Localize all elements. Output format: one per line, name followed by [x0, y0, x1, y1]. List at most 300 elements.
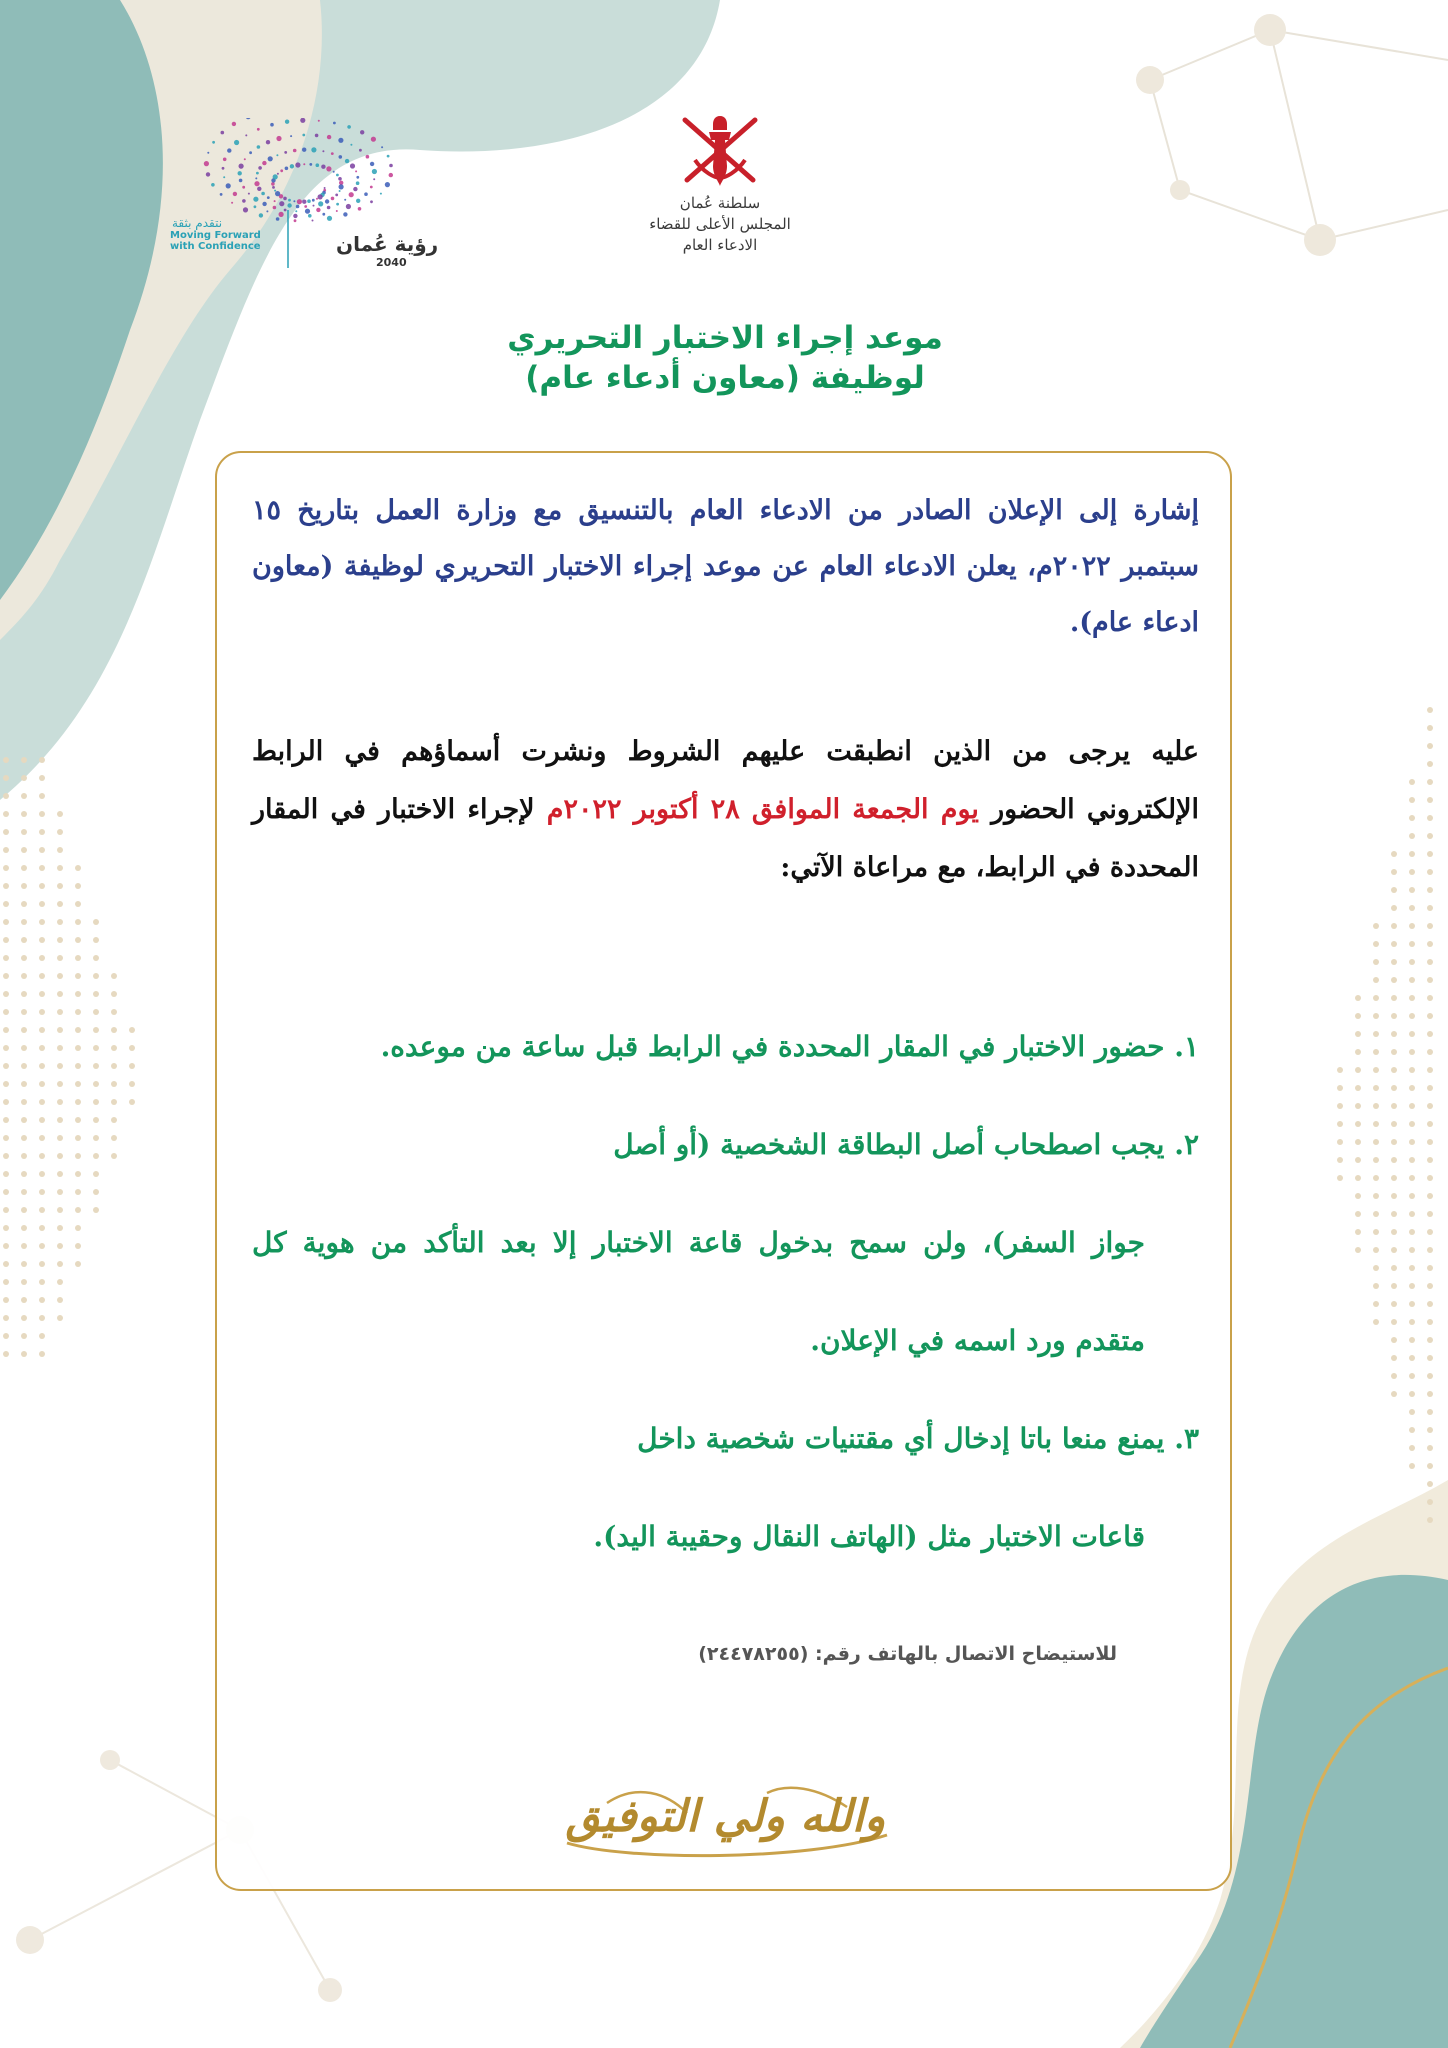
intro-paragraph: إشارة إلى الإعلان الصادر من الادعاء العام بالتنسيق مع وزارة العمل بتاريخ ١٥ سبتمبر ٢٠٢٢م، يعلن الادعاء العام عن موعد إجراء الاختبار التحريري لوظيفة (معاون ادعاء عام).: [252, 495, 1199, 638]
decor-dot: [1427, 1175, 1433, 1181]
decor-dot: [1427, 1067, 1433, 1073]
decor-dot: [1391, 1175, 1397, 1181]
swirl-dot: [285, 120, 289, 124]
decor-dot: [1427, 1265, 1433, 1271]
swirl-dot: [297, 199, 302, 204]
swirl-dot: [296, 205, 300, 209]
decor-dot: [1391, 887, 1397, 893]
swirl-dot: [206, 172, 210, 176]
item-text: يجب اصطحاب أصل البطاقة الشخصية (أو أصل: [613, 1128, 1165, 1161]
swirl-dot: [316, 198, 318, 200]
decor-dot: [1373, 923, 1379, 929]
decor-dot: [57, 1189, 63, 1195]
swirl-dot: [262, 202, 266, 206]
decor-dot: [93, 973, 99, 979]
swirl-dot: [371, 137, 376, 142]
decor-dot: [1427, 1409, 1433, 1415]
decor-dot: [1373, 1193, 1379, 1199]
swirl-dot: [316, 163, 320, 167]
decor-dot: [39, 1333, 45, 1339]
decor-dot: [3, 1117, 9, 1123]
decor-dot: [39, 1045, 45, 1051]
decor-dot: [1427, 1031, 1433, 1037]
decor-dot: [1409, 1121, 1415, 1127]
decor-dot: [1427, 1085, 1433, 1091]
decor-dot: [21, 1207, 27, 1213]
swirl-dot: [302, 200, 306, 204]
decor-dot: [1391, 1247, 1397, 1253]
swirl-dot: [294, 219, 297, 222]
swirl-dot: [350, 144, 352, 146]
decor-dot: [3, 1153, 9, 1159]
decor-dot: [57, 847, 63, 853]
decor-dot: [3, 1333, 9, 1339]
decor-dot: [93, 937, 99, 943]
decor-dot: [57, 1207, 63, 1213]
swirl-dot: [276, 136, 281, 141]
swirl-dot: [273, 174, 278, 179]
decor-dot: [21, 937, 27, 943]
decor-dot: [3, 865, 9, 871]
swirl-dot: [387, 155, 390, 158]
decor-dot: [1373, 941, 1379, 947]
decor-dot: [1355, 1013, 1361, 1019]
swirl-dot: [350, 163, 355, 168]
decor-dot: [1391, 1031, 1397, 1037]
swirl-dot: [311, 147, 316, 152]
decor-dot: [1373, 1301, 1379, 1307]
decor-dot: [93, 1081, 99, 1087]
swirl-dot: [232, 122, 236, 126]
decor-dot: [1427, 707, 1433, 713]
decor-dot: [3, 955, 9, 961]
swirl-dot: [254, 205, 257, 208]
decor-dot: [1427, 1373, 1433, 1379]
decor-dot: [3, 757, 9, 763]
decor-dot: [1409, 995, 1415, 1001]
decor-dot: [21, 1063, 27, 1069]
decor-dot: [1373, 1157, 1379, 1163]
decor-dot: [39, 1171, 45, 1177]
swirl-dot: [270, 123, 274, 127]
swirl-dot: [233, 192, 237, 196]
decor-dot: [57, 1117, 63, 1123]
swirl-dot: [309, 163, 312, 166]
swirl-dot: [248, 193, 250, 195]
decor-dot: [39, 811, 45, 817]
decor-dot: [57, 1153, 63, 1159]
swirl-dot: [226, 183, 231, 188]
decor-dot: [1355, 1193, 1361, 1199]
decor-dot: [39, 1225, 45, 1231]
decor-dot: [39, 973, 45, 979]
decor-dot: [75, 865, 81, 871]
decor-dot: [75, 1009, 81, 1015]
decor-dot: [57, 1063, 63, 1069]
swirl-dot: [274, 190, 276, 192]
decor-dot: [57, 1225, 63, 1231]
swirl-dot: [290, 164, 294, 168]
swirl-dot: [273, 206, 277, 210]
swirl-dot: [315, 134, 319, 138]
decor-dot: [1373, 1265, 1379, 1271]
swirl-dot: [271, 182, 275, 186]
decor-dot: [93, 1099, 99, 1105]
decor-dot: [1391, 1337, 1397, 1343]
decor-dot: [75, 1243, 81, 1249]
decor-dot: [3, 1261, 9, 1267]
item-continuation: قاعات الاختبار مثل (الهاتف النقال وحقيبة اليد).: [593, 1520, 1145, 1553]
decor-dot: [111, 1081, 117, 1087]
org-line-1: سلطنة عُمان: [679, 194, 761, 212]
instructions-list: [252, 998, 1199, 1586]
swirl-dot: [227, 148, 231, 152]
decor-dot: [1409, 1283, 1415, 1289]
item-text: يمنع منعا باتا إدخال أي مقتنيات شخصية داخل: [637, 1422, 1165, 1455]
decor-dot: [93, 1045, 99, 1051]
decor-dot: [75, 883, 81, 889]
decor-dot: [1337, 1067, 1343, 1073]
decor-dot: [1409, 1175, 1415, 1181]
swirl-dot: [277, 173, 279, 175]
decor-dot: [1391, 1139, 1397, 1145]
swirl-dot: [336, 174, 339, 177]
decor-dot: [1427, 941, 1433, 947]
decor-dot: [1409, 887, 1415, 893]
swirl-dot: [231, 202, 233, 204]
decor-dot: [1427, 1229, 1433, 1235]
decor-dot: [1427, 1157, 1433, 1163]
decor-dot: [111, 991, 117, 997]
decor-dot: [57, 829, 63, 835]
swirl-dot: [284, 209, 287, 212]
item-continuation: جواز السفر)، ولن سمح بدخول قاعة الاختبار إلا بعد التأكد من هوية كل متقدم ورد اسمه في الإعلان.: [252, 1226, 1145, 1357]
swirl-dot: [212, 141, 215, 144]
swirl-dot: [266, 140, 270, 144]
decor-dot: [1373, 1229, 1379, 1235]
decor-dot: [111, 1045, 117, 1051]
decor-dot: [57, 937, 63, 943]
decor-dot: [1427, 761, 1433, 767]
decor-dot: [57, 865, 63, 871]
decor-dot: [1391, 1193, 1397, 1199]
decor-dot: [75, 1135, 81, 1141]
decor-dot: [21, 901, 27, 907]
closing-calligraphy: [547, 1773, 904, 1863]
decor-dot: [1409, 1319, 1415, 1325]
decor-dot: [1427, 743, 1433, 749]
decor-dot: [93, 1153, 99, 1159]
decor-dot: [1355, 1067, 1361, 1073]
decor-dot: [21, 1333, 27, 1339]
decor-dot: [21, 991, 27, 997]
decor-dot: [111, 973, 117, 979]
swirl-dot: [243, 207, 248, 212]
swirl-dot: [242, 199, 246, 203]
decor-dot: [1409, 1013, 1415, 1019]
closing-text: والله ولي التوفيق: [565, 1791, 886, 1842]
item-number: ٢.: [1174, 1128, 1199, 1161]
decor-dot: [1355, 1139, 1361, 1145]
decor-dot: [3, 883, 9, 889]
decor-dot: [57, 1135, 63, 1141]
decor-dot: [1409, 1247, 1415, 1253]
swirl-dot: [279, 201, 284, 206]
swirl-dot: [223, 176, 225, 178]
decor-dot: [1355, 1121, 1361, 1127]
decor-dot: [1427, 923, 1433, 929]
oman-vision-2040-logo: [168, 118, 448, 278]
swirl-dot: [222, 167, 225, 170]
decor-dot: [1427, 1103, 1433, 1109]
swirl-dot: [267, 196, 270, 199]
decor-dot: [3, 1279, 9, 1285]
decor-dot: [39, 1027, 45, 1033]
swirl-dot: [220, 193, 223, 196]
decor-dot: [1337, 1157, 1343, 1163]
decor-dot: [93, 1189, 99, 1195]
decor-dot: [1355, 1229, 1361, 1235]
swirl-dot: [285, 167, 289, 171]
swirl-dot: [290, 135, 292, 137]
decor-dot: [111, 1009, 117, 1015]
decor-dot: [57, 1009, 63, 1015]
exam-date-highlight: يوم الجمعة الموافق ٢٨ أكتوبر ٢٠٢٢م: [546, 794, 979, 825]
decor-dot: [1409, 1355, 1415, 1361]
swirl-dot: [239, 179, 243, 183]
decor-dot: [1391, 1229, 1397, 1235]
vision-year: 2040: [376, 256, 407, 269]
decor-dot: [57, 991, 63, 997]
decor-dot: [111, 1117, 117, 1123]
decor-dot: [1409, 833, 1415, 839]
decor-dot: [21, 829, 27, 835]
decor-dot: [3, 1189, 9, 1195]
swirl-dot: [307, 199, 311, 203]
decor-dot: [1409, 1463, 1415, 1469]
swirl-dot: [239, 164, 244, 169]
decor-dot: [3, 1243, 9, 1249]
decor-dot: [3, 1225, 9, 1231]
decor-dot: [57, 901, 63, 907]
swirl-dot: [254, 181, 259, 186]
list-item: [252, 1096, 1199, 1390]
decor-dot: [21, 1315, 27, 1321]
decor-dot: [1427, 1319, 1433, 1325]
decor-dot: [3, 829, 9, 835]
decor-dot: [39, 1315, 45, 1321]
decor-dot: [1373, 1049, 1379, 1055]
vision-name: رؤية عُمان: [336, 232, 439, 256]
decor-dot: [1373, 1067, 1379, 1073]
decor-dot: [75, 1261, 81, 1267]
decor-dot: [1409, 959, 1415, 965]
decor-dot: [1427, 1499, 1433, 1505]
swirl-dot: [276, 217, 280, 221]
decor-dot: [3, 1081, 9, 1087]
decor-dot: [93, 955, 99, 961]
decor-dot: [1427, 1481, 1433, 1487]
decor-dot: [39, 829, 45, 835]
decor-dot: [39, 775, 45, 781]
decor-dot: [129, 1045, 135, 1051]
swirl-dot: [322, 150, 324, 152]
swirl-dot: [283, 197, 287, 201]
khanjar-emblem-icon: [675, 110, 765, 192]
decor-dot: [75, 1117, 81, 1123]
swirl-dot: [325, 199, 329, 203]
decor-dot: [75, 1027, 81, 1033]
swirl-dot: [327, 206, 331, 210]
decor-dot: [39, 1117, 45, 1123]
decor-dot: [1427, 797, 1433, 803]
decor-dot: [75, 1045, 81, 1051]
decor-dot: [1409, 1085, 1415, 1091]
swirl-dot: [266, 210, 268, 212]
decor-dot: [39, 1081, 45, 1087]
decor-dot: [1427, 1139, 1433, 1145]
decor-dot: [3, 901, 9, 907]
swirl-dot: [249, 151, 252, 154]
decor-dot: [1409, 869, 1415, 875]
decor-dot: [21, 1297, 27, 1303]
swirl-dot: [304, 205, 307, 208]
swirl-dot: [300, 118, 305, 123]
swirl-dot: [262, 161, 266, 165]
decor-dot: [21, 1135, 27, 1141]
decor-dot: [1427, 779, 1433, 785]
decor-dot: [57, 1261, 63, 1267]
swirl-dot: [275, 191, 280, 196]
decor-dot: [21, 757, 27, 763]
swirl-dot: [272, 186, 275, 189]
decor-dot: [75, 1099, 81, 1105]
swirl-dot: [333, 171, 335, 173]
decor-dot: [1409, 941, 1415, 947]
decor-dot: [39, 847, 45, 853]
swirl-dot: [327, 216, 332, 221]
decor-dot: [1391, 869, 1397, 875]
dot-pattern-left: [3, 757, 135, 1357]
decor-dot: [1391, 1121, 1397, 1127]
decor-dot: [75, 1207, 81, 1213]
decor-dot: [1391, 1283, 1397, 1289]
decor-dot: [21, 1045, 27, 1051]
swirl-dot: [356, 181, 360, 185]
title-line-2: لوظيفة (معاون أدعاء عام): [525, 360, 925, 396]
decor-dot: [39, 1189, 45, 1195]
swirl-dot: [335, 194, 338, 197]
swirl-dot: [204, 161, 209, 166]
vision-tagline-en: [170, 230, 268, 252]
decor-dot: [3, 1351, 9, 1357]
vision-tagline-en-1: Moving Forward: [170, 230, 261, 241]
decor-dot: [1409, 1157, 1415, 1163]
decor-dot: [1391, 1391, 1397, 1397]
swirl-dot: [245, 134, 247, 136]
decor-dot: [1373, 995, 1379, 1001]
decor-dot: [1373, 1121, 1379, 1127]
decor-dot: [57, 1279, 63, 1285]
decor-dot: [1391, 1013, 1397, 1019]
decor-dot: [3, 1009, 9, 1015]
decor-dot: [39, 1099, 45, 1105]
swirl-dot: [293, 149, 297, 153]
swirl-dot: [257, 128, 260, 131]
decor-dot: [21, 1153, 27, 1159]
decor-dot: [93, 1171, 99, 1177]
decor-dot: [21, 1099, 27, 1105]
swirl-dot: [312, 199, 315, 202]
swirl-dot: [293, 214, 297, 218]
decor-dot: [57, 1027, 63, 1033]
swirl-dot: [308, 214, 312, 218]
decor-dot: [75, 1225, 81, 1231]
decor-dot: [39, 1153, 45, 1159]
decor-dot: [21, 1171, 27, 1177]
swirl-dot: [242, 186, 245, 189]
decor-dot: [57, 1081, 63, 1087]
decor-dot: [93, 991, 99, 997]
decor-dot: [75, 955, 81, 961]
swirl-dot: [255, 177, 257, 179]
decor-dot: [1427, 1247, 1433, 1253]
decor-dot: [1391, 1049, 1397, 1055]
decor-dot: [75, 973, 81, 979]
swirl-dot: [339, 184, 344, 189]
decor-dot: [93, 1063, 99, 1069]
decor-dot: [75, 901, 81, 907]
decor-dot: [111, 1063, 117, 1069]
swirl-dot: [347, 125, 351, 129]
decor-dot: [39, 1243, 45, 1249]
decor-dot: [1409, 1337, 1415, 1343]
decor-dot: [1373, 1247, 1379, 1253]
swirl-dot: [302, 134, 305, 137]
decor-dot: [1391, 959, 1397, 965]
decor-dot: [1373, 1283, 1379, 1289]
org-line-3: الادعاء العام: [682, 236, 758, 254]
decor-dot: [1409, 797, 1415, 803]
list-item: [252, 1390, 1199, 1586]
decor-dot: [1355, 1211, 1361, 1217]
decor-dot: [3, 775, 9, 781]
swirl-dot: [338, 177, 342, 181]
decor-dot: [1427, 1283, 1433, 1289]
decor-dot: [1409, 815, 1415, 821]
decor-dot: [21, 847, 27, 853]
decor-dot: [3, 973, 9, 979]
decor-dot: [129, 1081, 135, 1087]
decor-dot: [3, 1315, 9, 1321]
swirl-dot: [338, 138, 343, 143]
swirl-dot: [322, 213, 325, 216]
decor-dot: [1373, 1211, 1379, 1217]
decor-dot: [39, 1063, 45, 1069]
decor-dot: [75, 1081, 81, 1087]
decor-dot: [1409, 1301, 1415, 1307]
decor-dot: [1427, 1445, 1433, 1451]
swirl-dot: [345, 159, 349, 163]
decor-dot: [1391, 995, 1397, 1001]
decor-dot: [1391, 1319, 1397, 1325]
decor-dot: [3, 991, 9, 997]
decor-dot: [21, 1189, 27, 1195]
decor-dot: [39, 757, 45, 763]
decor-dot: [39, 901, 45, 907]
decor-dot: [1409, 779, 1415, 785]
decor-dot: [75, 1171, 81, 1177]
